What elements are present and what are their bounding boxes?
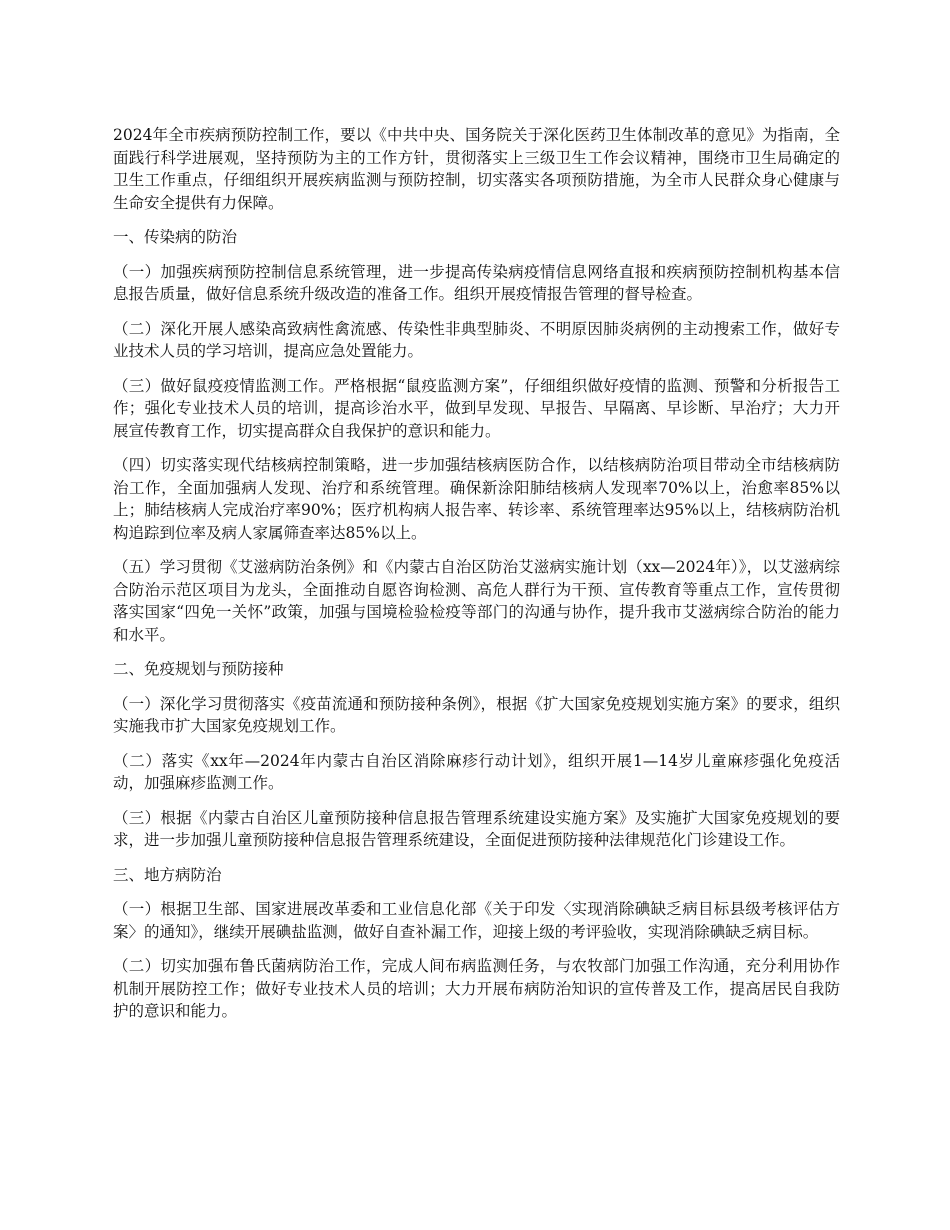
- section-heading-immunization: 二、免疫规划与预防接种: [113, 660, 284, 678]
- paragraph-1-5: （五）学习贯彻《艾滋病防治条例》和《内蒙古自治区防治艾滋病实施计划（xx—2024年）》，以艾滋病综合防治示范区项目为龙头，全面推动自愿咨询检测、高危人群行为干预、宣传教育等重点工作，宣传贯彻落实国家“四免一关怀”政策，加强与国境检验检疫等部门的沟通与协作，提升我市艾滋病综合防治的能力和水平。: [113, 558, 840, 644]
- paragraph-1-4: （四）切实落实现代结核病控制策略，进一步加强结核病医防合作，以结核病防治项目带动全市结核病防治工作，全面加强病人发现、治疗和系统管理。确保新涂阳肺结核病人发现率70%以上，治愈率85%以上；肺结核病人完成治疗率90%；医疗机构病人报告率、转诊率、系统管理率达95%以上，结核病防治机构追踪到位率及病人家属筛查率达85%以上。: [113, 456, 840, 542]
- paragraph-3-2: （二）切实加强布鲁氏菌病防治工作，完成人间布病监测任务，与农牧部门加强工作沟通，充分利用协作机制开展防控工作；做好专业技术人员的培训；大力开展布病防治知识的宣传普及工作，提高居民自我防护的意识和能力。: [113, 957, 840, 1020]
- document-page: [113, 124, 840, 1035]
- paragraph-1-2: （二）深化开展人感染高致病性禽流感、传染性非典型肺炎、不明原因肺炎病例的主动搜索工作，做好专业技术人员的学习培训，提高应急处置能力。: [113, 319, 840, 360]
- section-heading-endemic-disease: 三、地方病防治: [113, 865, 222, 884]
- intro-paragraph: 2024年全市疾病预防控制工作，要以《中共中央、国务院关于深化医药卫生体制改革的意见》为指南，全面践行科学进展观，坚持预防为主的工作方针，贯彻落实上三级卫生工作会议精神，围绕市卫生局确定的卫生工作重点，仔细组织开展疾病监测与预防控制，切实落实各项预防措施，为全市人民群众身心健康与生命安全提供有力保障。: [113, 126, 840, 212]
- paragraph-3-1: （一）根据卫生部、国家进展改革委和工业信息化部《关于印发〈实现消除碘缺乏病目标县级考核评估方案〉的通知》，继续开展碘盐监测，做好自查补漏工作，迎接上级的考评验收，实现消除碘缺乏病目标。: [113, 900, 840, 941]
- paragraph-2-2: （二）落实《xx年—2024年内蒙古自治区消除麻疹行动计划》，组织开展1—14岁儿童麻疹强化免疫活动，加强麻疹监测工作。: [113, 751, 840, 792]
- paragraph-2-1: （一）深化学习贯彻落实《疫苗流通和预防接种条例》，根据《扩大国家免疫规划实施方案》的要求，组织实施我市扩大国家免疫规划工作。: [113, 694, 840, 735]
- paragraph-1-1: （一）加强疾病预防控制信息系统管理，进一步提高传染病疫情信息网络直报和疾病预防控制机构基本信息报告质量，做好信息系统升级改造的准备工作。组织开展疫情报告管理的督导检查。: [113, 262, 840, 303]
- section-heading-infectious-disease: 一、传染病的防治: [113, 228, 238, 246]
- paragraph-1-3: （三）做好鼠疫疫情监测工作。严格根据“鼠疫监测方案”，仔细组织做好疫情的监测、预警和分析报告工作；强化专业技术人员的培训，提高诊治水平，做到早发现、早报告、早隔离、早诊断、早治疗；大力开展宣传教育工作，切实提高群众自我保护的意识和能力。: [113, 376, 840, 440]
- paragraph-2-3: （三）根据《内蒙古自治区儿童预防接种信息报告管理系统建设实施方案》及实施扩大国家免疫规划的要求，进一步加强儿童预防接种信息报告管理系统建设，全面促进预防接种法律规范化门诊建设工作。: [113, 808, 840, 849]
